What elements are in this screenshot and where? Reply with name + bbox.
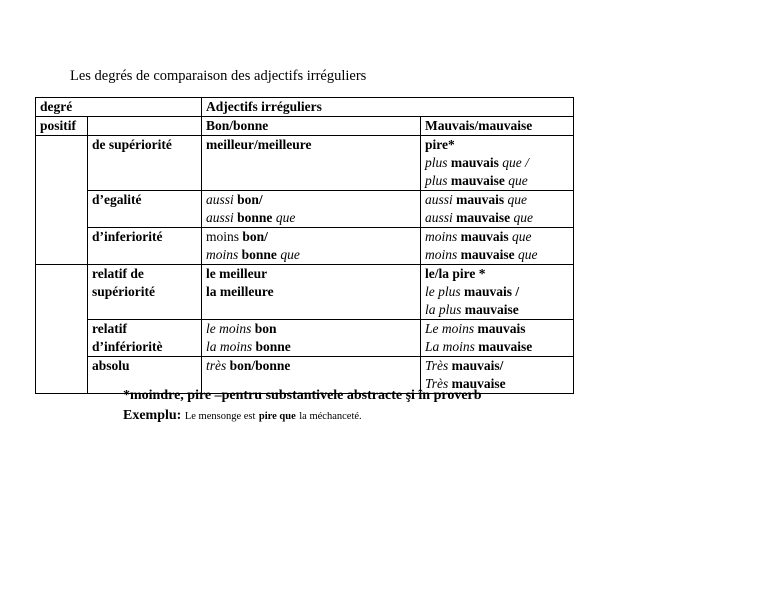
table-row-superiorite — [36, 136, 574, 191]
cell-text: Très — [425, 358, 449, 373]
cell-mauvais — [421, 320, 574, 357]
cell-text: mauvaise — [450, 173, 505, 188]
cell-text: Très — [425, 376, 449, 391]
cell-label — [88, 320, 202, 357]
cell-label: d’egalité — [88, 191, 202, 228]
example-text-post: la méchanceté. — [299, 411, 362, 422]
cell-text: le moins — [206, 321, 252, 336]
cell-text: mauvais — [477, 321, 526, 336]
cell-mauvais — [421, 136, 574, 191]
cell-text: que — [513, 210, 534, 225]
cell-text: moins — [425, 247, 458, 262]
cell-text: que — [507, 192, 528, 207]
comparison-table — [35, 97, 574, 394]
cell-text: moins — [425, 229, 458, 244]
example-text-pre: Le mensonge est — [184, 411, 256, 422]
table-row-inferiorite — [36, 228, 574, 265]
cell-text: le/la pire * — [425, 266, 486, 281]
cell-text: la moins — [206, 339, 253, 354]
cell-text: aussi — [206, 210, 234, 225]
header-degre: degré — [36, 98, 202, 117]
table-row-positif — [36, 117, 574, 136]
cell-mauvais-header: Mauvais/mauvaise — [421, 117, 574, 136]
table-row-egalite — [36, 191, 574, 228]
cell-bon-header: Bon/bonne — [202, 117, 421, 136]
cell-text: aussi — [425, 192, 453, 207]
cell-text: que — [280, 247, 300, 262]
cell-mauvais — [421, 228, 574, 265]
cell-text: aussi — [425, 210, 453, 225]
cell-text: la meilleure — [206, 284, 274, 299]
cell-text: relatif — [92, 321, 127, 336]
table-row-relatif-superiorite — [36, 265, 574, 320]
cell-text: mauvaise — [456, 210, 511, 225]
table-header-row — [36, 98, 574, 117]
cell-text: mauvaise — [460, 247, 515, 262]
cell-text: mauvais — [450, 155, 499, 170]
cell-text: que — [275, 210, 296, 225]
cell-text: bon/ — [242, 229, 268, 244]
cell-text: que / — [502, 155, 529, 170]
header-adjectifs: Adjectifs irréguliers — [202, 98, 574, 117]
cell-text: moins — [206, 229, 240, 244]
table-row-relatif-inferiorite — [36, 320, 574, 357]
cell-text: aussi — [206, 192, 234, 207]
cell-text: plus — [425, 155, 448, 170]
cell-text: que — [512, 229, 532, 244]
cell-text: la plus — [425, 302, 462, 317]
cell-text: mauvais/ — [451, 358, 504, 373]
cell-bon — [202, 191, 421, 228]
cell-mauvais — [421, 265, 574, 320]
cell-comparatif-group — [36, 136, 88, 265]
cell-bon — [202, 320, 421, 357]
cell-text: très — [206, 358, 227, 373]
cell-text: mauvaise — [451, 376, 506, 391]
cell-bon — [202, 265, 421, 320]
cell-text: le meilleur — [206, 266, 268, 281]
cell-empty — [88, 117, 202, 136]
example-label: Exemplu: — [123, 408, 182, 423]
cell-text: mauvais — [460, 229, 509, 244]
footnote: *moindre, pire –pentru substantivele abstracte şi în proverb — [123, 388, 482, 403]
cell-text: relatif de — [92, 266, 144, 281]
cell-text: bon/ — [237, 192, 263, 207]
cell-label — [88, 265, 202, 320]
cell-text: d’inférioritè — [92, 339, 163, 354]
cell-text: le plus — [425, 284, 461, 299]
cell-label: d’inferiorité — [88, 228, 202, 265]
cell-text: mauvaise — [464, 302, 519, 317]
cell-text: plus — [425, 173, 448, 188]
cell-bon — [202, 228, 421, 265]
cell-positif: positif — [36, 117, 88, 136]
cell-text: pire* — [425, 137, 455, 152]
cell-text: moins — [206, 247, 239, 262]
cell-text: bon/bonne — [229, 358, 291, 373]
cell-text: bon — [254, 321, 277, 336]
cell-text: mauvaise — [478, 339, 533, 354]
cell-text: que — [518, 247, 538, 262]
cell-label: de supériorité — [88, 136, 202, 191]
cell-text: Le moins — [425, 321, 475, 336]
example-line — [123, 408, 362, 424]
cell-text: mauvais / — [464, 284, 520, 299]
cell-text: bonne — [255, 339, 291, 354]
cell-mauvais — [421, 191, 574, 228]
cell-text: mauvais — [456, 192, 505, 207]
cell-label: absolu — [88, 357, 202, 394]
cell-superlatif-group — [36, 265, 88, 394]
page-title: Les degrés de comparaison des adjectifs irréguliers — [70, 68, 367, 84]
cell-text: La moins — [425, 339, 475, 354]
cell-text: que — [508, 173, 528, 188]
cell-text: bonne — [241, 247, 277, 262]
cell-text: supériorité — [92, 284, 155, 299]
cell-text: bonne — [237, 210, 273, 225]
cell-bon: meilleur/meilleure — [202, 136, 421, 191]
example-text-bold: pire que — [258, 411, 296, 422]
